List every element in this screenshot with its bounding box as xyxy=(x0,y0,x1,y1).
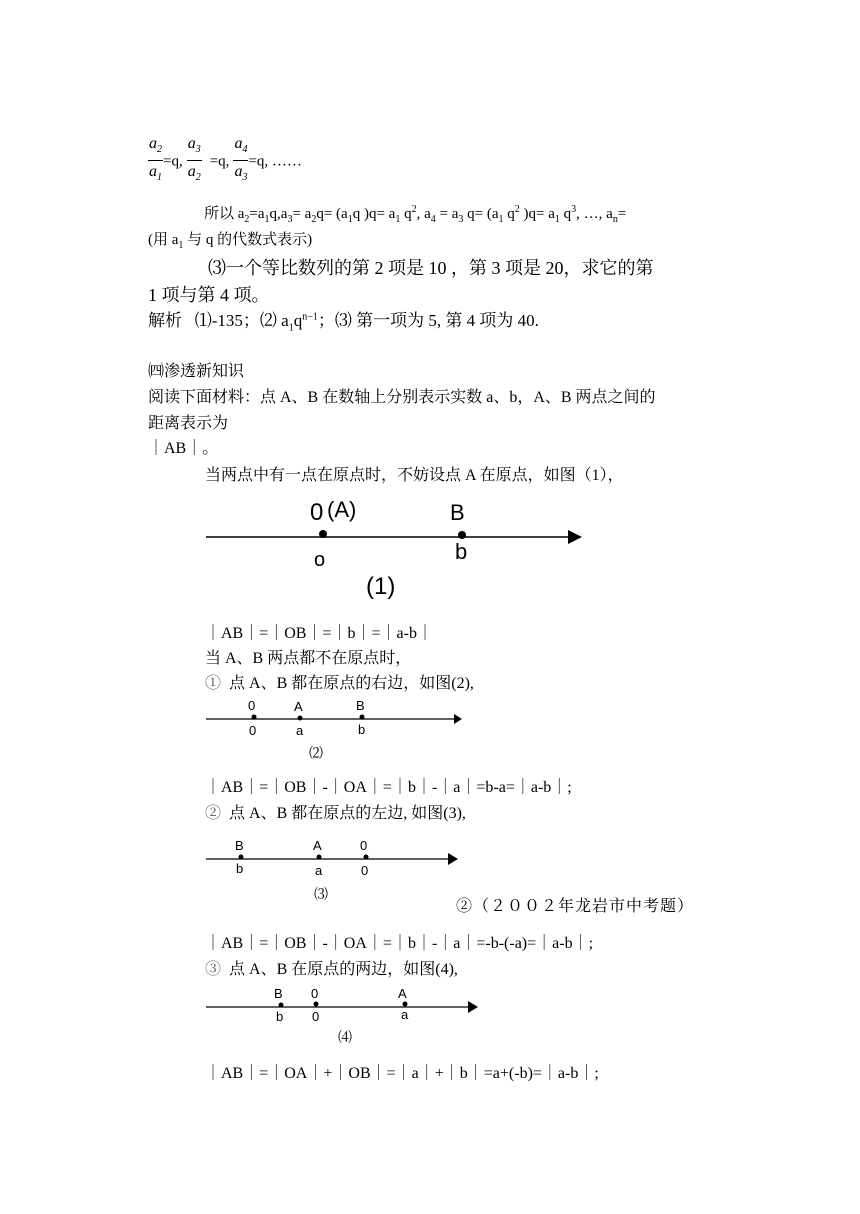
point-0 xyxy=(252,715,257,720)
equation-fig4: ｜AB｜=｜OA｜+｜OB｜=｜a｜+｜b｜=a+(-b)=｜a-b｜; xyxy=(205,1065,599,1082)
case2-line: 当 A、B 两点都不在原点时， xyxy=(205,650,412,667)
figure-3-number-line xyxy=(0,835,860,905)
item-marker: ② xyxy=(205,805,222,822)
so-paragraph-line2: (用 $a_1$ 与 q 的代数式表示) xyxy=(148,232,313,251)
point-0 xyxy=(314,1002,319,1007)
point-b xyxy=(360,715,365,720)
item-2: ② 点 A、B 都在原点的左边, 如图(3), xyxy=(205,805,466,822)
point-b xyxy=(458,531,466,539)
figure-3-caption: ⑶ xyxy=(314,886,328,902)
label-top: B xyxy=(356,698,365,713)
label-top: A xyxy=(398,986,407,1001)
label-top: 0 xyxy=(360,838,368,853)
label-top: 0 xyxy=(311,986,319,1001)
equation-fig2: ｜AB｜=｜OB｜-｜OA｜=｜b｜-｜a｜=b-a=｜a-b｜; xyxy=(205,779,572,796)
item-1: ① 点 A、B 都在原点的右边，如图(2), xyxy=(205,675,474,692)
label-below: b xyxy=(276,1009,284,1024)
figure-4-number-line xyxy=(0,983,860,1058)
label-o-below: o xyxy=(314,549,326,571)
arrow-head xyxy=(454,714,462,724)
label-below: b xyxy=(358,722,366,737)
so-paragraph: 所以 $a_2=a_1q,a_3= a_2q= (a_1q$ )$q= a_1$ $q^2$, $a_4 = a_3$ $q= (a_1$ $q^2$ )$q= a_1$ $q^3$, …, $a_n=$ xyxy=(204,204,627,225)
fraction: $\frac{a_4}{a_3}$ xyxy=(234,135,248,184)
point-b xyxy=(279,1003,284,1008)
solution-label: 解析 xyxy=(148,311,182,330)
intro-line1: 阅读下面材料：点 A、B 在数轴上分别表示实数 a、b，A、B 两点之间的 xyxy=(148,389,656,406)
label-below: 0 xyxy=(249,723,257,738)
source-note: ②（２００２年龙岩市中考题） xyxy=(456,898,695,915)
label-top: A xyxy=(313,838,322,853)
equation-fig3: ｜AB｜=｜OB｜-｜OA｜=｜b｜-｜a｜=-b-(-a)=｜a-b｜; xyxy=(205,935,594,952)
problem-3-line1: ⑶一个等比数列的第 2 项是 10 ，第 3 项是 20，求它的第 xyxy=(208,258,654,278)
label-below: a xyxy=(401,1007,409,1022)
figure-2-number-line xyxy=(0,695,860,770)
label-0: 0 xyxy=(310,499,324,526)
equation-fig1: ｜AB｜=｜OB｜=｜b｜=｜a-b｜ xyxy=(205,625,433,642)
arrow-head xyxy=(468,1001,478,1013)
problem-3-line2: 1 项与第 4 项。 xyxy=(148,285,270,305)
item-marker: ① xyxy=(205,675,222,692)
figure-2-caption: ⑵ xyxy=(309,745,323,761)
point-a xyxy=(317,855,322,860)
label-top: 0 xyxy=(248,698,256,713)
label-b-below: b xyxy=(455,539,468,564)
solution-line: 解析 ⑴-135；⑵ $a_1q^{n-1}$；⑶ 第一项为 5, 第 4 项为 40. xyxy=(148,311,539,334)
fraction: $\frac{a_2}{a_1}$ xyxy=(149,135,162,184)
point-a xyxy=(298,716,303,721)
ratio-line xyxy=(148,134,302,189)
item-marker: ③ xyxy=(205,961,222,978)
arrow-head xyxy=(568,530,582,544)
point-b xyxy=(239,855,244,860)
label-below: 0 xyxy=(312,1009,320,1024)
case1-line: 当两点中有一点在原点时，不妨设点 A 在原点，如图（1）， xyxy=(205,467,624,484)
equals-q: =q, xyxy=(209,153,230,170)
label-top: B xyxy=(235,838,244,853)
intro-line3: ｜AB｜。 xyxy=(148,440,219,457)
point-0 xyxy=(364,855,369,860)
intro-line2: 距离表示为 xyxy=(148,415,229,432)
label-below: 0 xyxy=(361,863,369,878)
point-a xyxy=(403,1002,408,1007)
label-below: b xyxy=(236,861,244,876)
figure-1-number-line xyxy=(0,490,860,610)
equals-q: =q, xyxy=(163,153,183,170)
equals-q: =q, …… xyxy=(248,153,302,170)
arrow-head xyxy=(448,853,458,865)
item-3: ③ 点 A、B 在原点的两边，如图(4), xyxy=(205,961,458,978)
figure-1-caption: (1) xyxy=(366,573,396,600)
point-o xyxy=(319,530,327,538)
fraction: $\frac{a_3}{a_2}$ xyxy=(187,135,201,184)
label-top: B xyxy=(274,986,283,1001)
figure-4-caption: ⑷ xyxy=(338,1029,352,1045)
label-below: a xyxy=(315,863,323,878)
label-below: a xyxy=(296,723,304,738)
label-b-top: B xyxy=(450,500,465,525)
label-a: (A) xyxy=(327,497,357,522)
section-heading: ㈣渗透新知识 xyxy=(148,363,245,380)
label-top: A xyxy=(294,699,303,714)
